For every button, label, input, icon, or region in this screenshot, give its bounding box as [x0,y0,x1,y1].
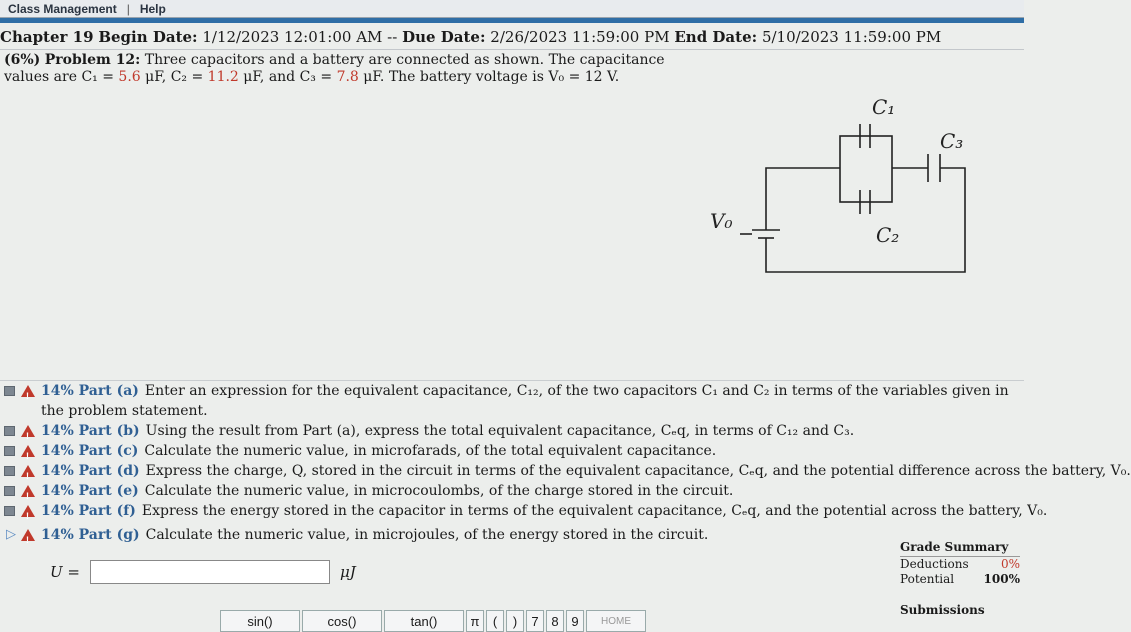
problem-title: Problem 12: [44,52,141,68]
part-text: Express the charge, Q, stored in the circuit in terms of the equivalent capacitance, Cₑq, and the potential difference across the battery, V₀. [145,463,1131,479]
potential-value: 100% [983,572,1020,586]
class-management-menu[interactable]: Class Management [8,1,117,16]
seven-button[interactable]: 7 [526,610,544,632]
problem-text: Three capacitors and a battery are connected as shown. The capacitance values are [4,52,665,85]
header-accent-bar [0,18,1024,23]
part-percent: 14% Part (g) [41,527,140,543]
sin-button[interactable]: sin() [220,610,300,632]
begin-date-value: 1/12/2023 12:01:00 AM [202,27,383,46]
warning-icon [21,465,35,477]
part-text: Using the result from Part (a), express the total equivalent capacitance, Cₑq, in terms of C₁₂ and C₃. [145,423,855,439]
v0-label: V₀ = [548,69,581,85]
right-paren-button[interactable]: ) [506,610,524,632]
menu-separator: | [126,1,130,16]
circuit-wire-left [766,168,840,230]
part-d[interactable] [0,461,1131,481]
part-f[interactable] [0,501,1048,521]
part-c[interactable] [0,441,1024,461]
grade-summary-title: Grade Summary [900,540,1020,557]
part-percent: 14% Part (d) [41,463,140,479]
warning-icon [21,425,35,437]
c1-unit: μF, [145,69,167,85]
v0-diagram-label: V₀ [710,209,733,233]
part-percent: 14% Part (c) [41,443,139,459]
answer-label: U = [50,563,80,581]
home-button[interactable]: HOME [586,610,646,632]
top-menu-bar [0,0,1024,18]
c3-label: C₃ = [299,69,333,85]
part-text: Calculate the numeric value, in microjoules, of the energy stored in the circuit. [145,527,709,543]
c2-label: C₂ = [170,69,204,85]
part-text: Express the energy stored in the capacitor in terms of the equivalent capacitance, Cₑq, and the potential across the battery, V₀. [141,503,1048,519]
part-e[interactable] [0,481,1024,501]
c3-diagram-label: C₃ [940,129,964,153]
nine-button[interactable]: 9 [566,610,584,632]
c2-value: 11.2 [207,69,239,85]
c3-unit: μF. The battery voltage is [363,69,544,85]
warning-icon [21,529,35,541]
part-percent: 14% Part (a) [41,383,139,399]
help-menu[interactable]: Help [139,1,166,16]
answer-input[interactable] [90,560,330,584]
c2-diagram-label: C₂ [876,223,900,247]
expand-arrow-icon[interactable]: ▷ [6,527,16,542]
part-b[interactable] [0,421,1024,441]
c1-value: 5.6 [118,69,141,85]
answer-unit: μJ [339,563,356,581]
part-text: Calculate the numeric value, in microfarads, of the total equivalent capacitance. [144,443,717,459]
part-status-icon [4,446,15,456]
part-status-icon [4,486,15,496]
parallel-block [840,136,892,202]
part-status-icon [4,506,15,516]
cos-button[interactable]: cos() [302,610,382,632]
chapter-label: Chapter 19 [0,27,94,46]
due-date-label: Due Date: [402,27,486,46]
potential-row [900,572,1020,587]
part-status-icon [4,386,15,396]
part-percent: 14% Part (e) [41,483,139,499]
circuit-diagram [700,92,980,282]
warning-icon [21,485,35,497]
c2-unit: μF, and [243,69,296,85]
warning-icon [21,505,35,517]
circuit-wire-bottom [766,168,965,272]
answer-row [50,560,356,584]
part-status-icon [4,466,15,476]
tan-button[interactable]: tan() [384,610,464,632]
end-date-label: End Date: [674,27,758,46]
grade-summary [900,540,1020,587]
begin-date-label: Begin Date: [98,27,198,46]
part-percent: 14% Part (b) [41,423,140,439]
deductions-value: 0% [1000,557,1020,571]
part-g[interactable] [0,525,1024,545]
assignment-dates [0,24,1024,50]
pi-button[interactable]: π [466,610,484,632]
v0-value: 12 V. [584,69,620,85]
problem-parts [0,380,1131,545]
c1-diagram-label: C₁ [872,95,896,119]
eight-button[interactable]: 8 [546,610,564,632]
c3-value: 7.8 [336,69,359,85]
warning-icon [21,445,35,457]
potential-label: Potential [900,572,955,586]
problem-weight: (6%) [4,52,41,68]
part-text: Calculate the numeric value, in microcoulombs, of the charge stored in the circuit. [144,483,734,499]
deductions-row [900,557,1020,572]
date-dash: -- [387,27,398,46]
c1-label: C₁ = [81,69,114,85]
part-percent: 14% Part (f) [41,503,136,519]
part-status-icon [4,426,15,436]
problem-statement [4,52,704,86]
submissions-label: Submissions [900,603,985,617]
part-text: Enter an expression for the equivalent capacitance, C₁₂, of the two capacitors C₁ and C₂ in terms of the variables given in the problem statement. [41,383,1009,419]
deductions-label: Deductions [900,557,969,571]
part-a[interactable] [0,381,1024,421]
end-date-value: 5/10/2023 11:59:00 PM [761,27,942,46]
left-paren-button[interactable]: ( [486,610,504,632]
warning-icon [21,385,35,397]
due-date-value: 2/26/2023 11:59:00 PM [490,27,670,46]
calculator-keypad [220,610,646,632]
